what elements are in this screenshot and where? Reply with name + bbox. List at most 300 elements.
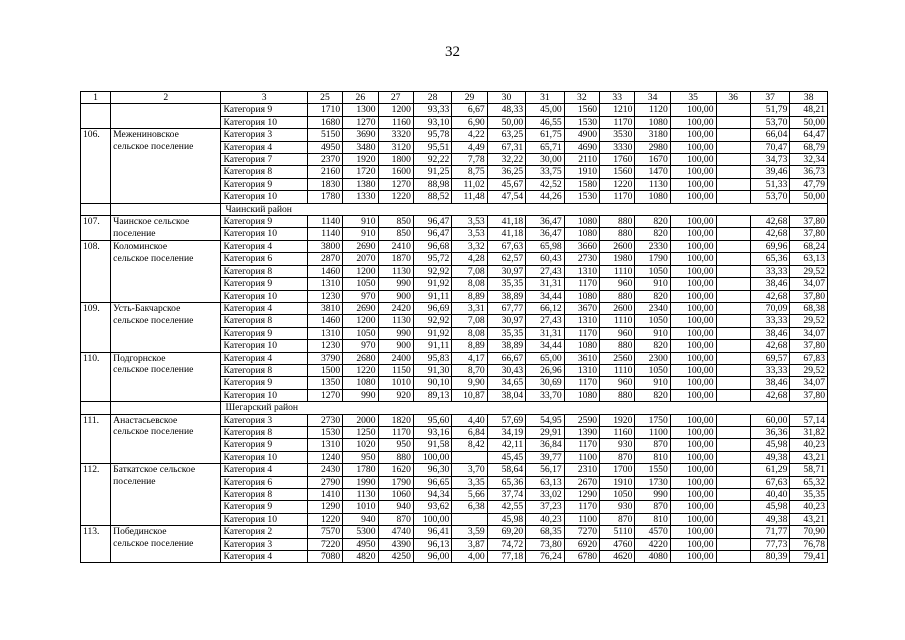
value-cell: [716, 364, 750, 376]
value-cell: 33,70: [526, 389, 564, 401]
value-cell: 940: [343, 513, 378, 525]
row-number: [81, 501, 111, 513]
value-cell: 38,46: [750, 377, 790, 389]
value-cell: 96,69: [413, 302, 451, 314]
value-cell: 90,10: [413, 377, 451, 389]
row-number: [81, 315, 111, 327]
row-number: [81, 290, 111, 302]
value-cell: 67,83: [790, 352, 828, 364]
value-cell: 88,98: [413, 178, 451, 190]
value-cell: 67,63: [487, 240, 525, 252]
value-cell: 870: [600, 451, 635, 463]
value-cell: [716, 464, 750, 476]
value-cell: 45,98: [750, 439, 790, 451]
category-label: Категория 6: [221, 476, 307, 488]
table-row: [81, 501, 828, 513]
value-cell: [716, 178, 750, 190]
value-cell: 4,49: [452, 141, 487, 153]
value-cell: 36,36: [750, 426, 790, 438]
value-cell: 100,00: [670, 476, 716, 488]
value-cell: 51,33: [750, 178, 790, 190]
value-cell: 5,66: [452, 489, 487, 501]
value-cell: 2310: [564, 464, 599, 476]
value-cell: 810: [635, 451, 670, 463]
value-cell: 93,16: [413, 426, 451, 438]
value-cell: 100,00: [670, 265, 716, 277]
value-cell: 100,00: [670, 278, 716, 290]
value-cell: 92,92: [413, 315, 451, 327]
column-header: 38: [790, 92, 828, 104]
value-cell: 1220: [343, 364, 378, 376]
row-number: [81, 154, 111, 166]
value-cell: 34,07: [790, 327, 828, 339]
value-cell: 60,43: [526, 253, 564, 265]
value-cell: 1680: [307, 116, 342, 128]
value-cell: 76,78: [790, 538, 828, 550]
value-cell: 44,26: [526, 191, 564, 203]
table-row: [81, 178, 828, 190]
value-cell: 4,28: [452, 253, 487, 265]
value-cell: 42,68: [750, 340, 790, 352]
value-cell: 91,30: [413, 364, 451, 376]
value-cell: 2690: [343, 240, 378, 252]
value-cell: 880: [600, 340, 635, 352]
settlement-name: [111, 178, 221, 190]
value-cell: 100,00: [670, 464, 716, 476]
value-cell: 41,18: [487, 216, 525, 228]
column-header: 25: [307, 92, 342, 104]
value-cell: 3,35: [452, 476, 487, 488]
value-cell: 100,00: [670, 141, 716, 153]
value-cell: 940: [378, 501, 413, 513]
value-cell: 100,00: [670, 191, 716, 203]
value-cell: 910: [635, 278, 670, 290]
value-cell: 2370: [307, 154, 342, 166]
row-number: [81, 166, 111, 178]
value-cell: 1170: [378, 426, 413, 438]
value-cell: 100,00: [670, 302, 716, 314]
table-row: [81, 364, 828, 376]
row-number: 108.: [81, 240, 111, 252]
value-cell: 39,77: [526, 451, 564, 463]
value-cell: [716, 501, 750, 513]
value-cell: 870: [600, 513, 635, 525]
row-number: [81, 364, 111, 376]
value-cell: 1160: [600, 426, 635, 438]
category-label: Категория 9: [221, 439, 307, 451]
value-cell: 820: [635, 290, 670, 302]
column-header: 26: [343, 92, 378, 104]
value-cell: 61,29: [750, 464, 790, 476]
value-cell: 1080: [635, 116, 670, 128]
value-cell: 850: [378, 216, 413, 228]
value-cell: 34,19: [487, 426, 525, 438]
value-cell: 45,00: [526, 104, 564, 116]
category-label: Категория 8: [221, 364, 307, 376]
row-number: [81, 439, 111, 451]
value-cell: 960: [600, 327, 635, 339]
value-cell: 1170: [600, 191, 635, 203]
value-cell: 1530: [564, 116, 599, 128]
value-cell: 70,47: [750, 141, 790, 153]
value-cell: 65,32: [790, 476, 828, 488]
row-number: 109.: [81, 302, 111, 314]
value-cell: 3610: [564, 352, 599, 364]
value-cell: 1990: [343, 476, 378, 488]
value-cell: 2870: [307, 253, 342, 265]
value-cell: 2690: [343, 302, 378, 314]
value-cell: 43,21: [790, 513, 828, 525]
value-cell: 58,71: [790, 464, 828, 476]
value-cell: 33,75: [526, 166, 564, 178]
value-cell: 2160: [307, 166, 342, 178]
column-header: 37: [750, 92, 790, 104]
value-cell: 7570: [307, 526, 342, 538]
value-cell: 93,10: [413, 116, 451, 128]
value-cell: 900: [378, 290, 413, 302]
value-cell: 79,41: [790, 551, 828, 563]
value-cell: 38,89: [487, 290, 525, 302]
row-number: [81, 389, 111, 401]
value-cell: 1250: [343, 426, 378, 438]
table-row: [81, 389, 828, 401]
value-cell: 7,08: [452, 265, 487, 277]
value-cell: 8,08: [452, 327, 487, 339]
table-row: [81, 141, 828, 153]
value-cell: [716, 315, 750, 327]
value-cell: 100,00: [670, 352, 716, 364]
value-cell: 45,67: [487, 178, 525, 190]
value-cell: 4220: [635, 538, 670, 550]
value-cell: 65,98: [526, 240, 564, 252]
value-cell: 820: [635, 340, 670, 352]
value-cell: 1350: [307, 377, 342, 389]
table-row: [81, 191, 828, 203]
value-cell: 2410: [378, 240, 413, 252]
value-cell: [716, 377, 750, 389]
value-cell: 1530: [564, 191, 599, 203]
column-header: 30: [487, 92, 525, 104]
column-header: 28: [413, 92, 451, 104]
value-cell: 95,83: [413, 352, 451, 364]
value-cell: 970: [343, 340, 378, 352]
value-cell: 5150: [307, 129, 342, 141]
value-cell: 1150: [378, 364, 413, 376]
value-cell: 1130: [378, 265, 413, 277]
settlement-name: сельское поселение: [111, 538, 221, 550]
row-number: 107.: [81, 216, 111, 228]
value-cell: [716, 104, 750, 116]
value-cell: 100,00: [670, 216, 716, 228]
value-cell: 36,25: [487, 166, 525, 178]
value-cell: 3,53: [452, 216, 487, 228]
value-cell: 1100: [635, 426, 670, 438]
value-cell: 76,24: [526, 551, 564, 563]
value-cell: 100,00: [670, 526, 716, 538]
value-cell: 77,18: [487, 551, 525, 563]
value-cell: 41,18: [487, 228, 525, 240]
value-cell: 50,00: [487, 116, 525, 128]
value-cell: 5110: [600, 526, 635, 538]
category-label: Категория 9: [221, 501, 307, 513]
value-cell: 3480: [343, 141, 378, 153]
value-cell: 36,47: [526, 216, 564, 228]
value-cell: 60,00: [750, 414, 790, 426]
value-cell: 1310: [564, 265, 599, 277]
value-cell: 2340: [635, 302, 670, 314]
value-cell: 42,68: [750, 216, 790, 228]
value-cell: 100,00: [670, 228, 716, 240]
table-row: [81, 116, 828, 128]
category-label: Категория 10: [221, 116, 307, 128]
value-cell: 2070: [343, 253, 378, 265]
value-cell: 4620: [600, 551, 635, 563]
category-label: Категория 6: [221, 253, 307, 265]
value-cell: 100,00: [413, 513, 451, 525]
row-number: [81, 191, 111, 203]
value-cell: 1470: [635, 166, 670, 178]
value-cell: 38,46: [750, 278, 790, 290]
value-cell: 2980: [635, 141, 670, 153]
value-cell: 3690: [343, 129, 378, 141]
row-number: [81, 538, 111, 550]
value-cell: 93,33: [413, 104, 451, 116]
value-cell: 1500: [307, 364, 342, 376]
value-cell: 4760: [600, 538, 635, 550]
value-cell: 1230: [307, 340, 342, 352]
category-label: Категория 4: [221, 141, 307, 153]
value-cell: 37,80: [790, 389, 828, 401]
value-cell: 1800: [378, 154, 413, 166]
value-cell: 1050: [635, 364, 670, 376]
row-number: 113.: [81, 526, 111, 538]
value-cell: [716, 538, 750, 550]
value-cell: 43,21: [790, 451, 828, 463]
value-cell: 7220: [307, 538, 342, 550]
category-label: Категория 10: [221, 228, 307, 240]
settlement-name: [111, 116, 221, 128]
category-label: Категория 8: [221, 265, 307, 277]
settlement-name: [111, 166, 221, 178]
category-label: Категория 9: [221, 327, 307, 339]
category-label: Категория 9: [221, 216, 307, 228]
value-cell: 950: [378, 439, 413, 451]
category-label: Категория 10: [221, 451, 307, 463]
value-cell: 820: [635, 228, 670, 240]
value-cell: 2600: [600, 240, 635, 252]
value-cell: 1080: [635, 191, 670, 203]
category-label: Категория 8: [221, 166, 307, 178]
value-cell: 1170: [564, 377, 599, 389]
settlement-name: [111, 551, 221, 563]
value-cell: 910: [635, 327, 670, 339]
table-row: [81, 327, 828, 339]
value-cell: 63,13: [790, 253, 828, 265]
value-cell: 1310: [307, 327, 342, 339]
value-cell: 8,75: [452, 166, 487, 178]
table-row: [81, 451, 828, 463]
value-cell: 100,00: [670, 389, 716, 401]
value-cell: 920: [378, 389, 413, 401]
row-number: [81, 489, 111, 501]
value-cell: 34,65: [487, 377, 525, 389]
value-cell: [716, 240, 750, 252]
district-label: Шегарский район: [221, 402, 828, 414]
district-label: Чаинский район: [221, 203, 828, 215]
value-cell: 96,65: [413, 476, 451, 488]
value-cell: [716, 265, 750, 277]
value-cell: 31,31: [526, 278, 564, 290]
settlement-name: поселение: [111, 476, 221, 488]
value-cell: 1170: [600, 116, 635, 128]
value-cell: 870: [635, 439, 670, 451]
settlement-name: сельское поселение: [111, 364, 221, 376]
value-cell: [716, 389, 750, 401]
value-cell: 1080: [343, 377, 378, 389]
value-cell: 67,31: [487, 141, 525, 153]
value-cell: 4570: [635, 526, 670, 538]
value-cell: 990: [635, 489, 670, 501]
value-cell: 63,13: [526, 476, 564, 488]
value-cell: 27,43: [526, 265, 564, 277]
value-cell: 3120: [378, 141, 413, 153]
value-cell: 54,95: [526, 414, 564, 426]
value-cell: [716, 327, 750, 339]
category-label: Категория 8: [221, 489, 307, 501]
category-label: Категория 10: [221, 191, 307, 203]
table-row: [81, 489, 828, 501]
value-cell: 4250: [378, 551, 413, 563]
value-cell: 1110: [600, 265, 635, 277]
value-cell: 100,00: [670, 364, 716, 376]
value-cell: 93,62: [413, 501, 451, 513]
value-cell: 89,13: [413, 389, 451, 401]
value-cell: 880: [600, 290, 635, 302]
table-row: [81, 154, 828, 166]
settlement-name: [111, 104, 221, 116]
value-cell: [716, 129, 750, 141]
value-cell: 29,52: [790, 315, 828, 327]
value-cell: 870: [635, 501, 670, 513]
value-cell: [716, 340, 750, 352]
value-cell: 42,68: [750, 228, 790, 240]
value-cell: 66,12: [526, 302, 564, 314]
value-cell: 1820: [378, 414, 413, 426]
row-number: 110.: [81, 352, 111, 364]
value-cell: 1080: [564, 340, 599, 352]
value-cell: 34,44: [526, 290, 564, 302]
value-cell: 6920: [564, 538, 599, 550]
value-cell: 2730: [564, 253, 599, 265]
value-cell: 1210: [600, 104, 635, 116]
value-cell: 7080: [307, 551, 342, 563]
value-cell: 35,35: [487, 278, 525, 290]
value-cell: [452, 451, 487, 463]
value-cell: 69,20: [487, 526, 525, 538]
value-cell: 1760: [600, 154, 635, 166]
value-cell: 3,70: [452, 464, 487, 476]
value-cell: 1050: [343, 278, 378, 290]
value-cell: 100,00: [670, 253, 716, 265]
value-cell: 1670: [635, 154, 670, 166]
value-cell: 100,00: [413, 451, 451, 463]
value-cell: 1230: [307, 290, 342, 302]
value-cell: [716, 141, 750, 153]
value-cell: 2670: [564, 476, 599, 488]
row-number: [81, 141, 111, 153]
table-row: [81, 129, 828, 141]
value-cell: 29,91: [526, 426, 564, 438]
value-cell: 3,59: [452, 526, 487, 538]
value-cell: 100,00: [670, 290, 716, 302]
value-cell: [716, 439, 750, 451]
value-cell: [716, 116, 750, 128]
value-cell: 66,04: [750, 129, 790, 141]
value-cell: 1750: [635, 414, 670, 426]
value-cell: 30,69: [526, 377, 564, 389]
value-cell: 49,38: [750, 513, 790, 525]
category-label: Категория 4: [221, 464, 307, 476]
table-row: [81, 513, 828, 525]
value-cell: 40,23: [790, 439, 828, 451]
value-cell: 57,14: [790, 414, 828, 426]
value-cell: 4820: [343, 551, 378, 563]
value-cell: 1220: [378, 191, 413, 203]
value-cell: 880: [378, 451, 413, 463]
value-cell: 38,46: [750, 327, 790, 339]
value-cell: 2680: [343, 352, 378, 364]
value-cell: 61,75: [526, 129, 564, 141]
value-cell: 1200: [343, 315, 378, 327]
value-cell: 49,38: [750, 451, 790, 463]
page-number: 32: [445, 44, 460, 60]
value-cell: 53,70: [750, 191, 790, 203]
category-label: Категория 8: [221, 426, 307, 438]
value-cell: 40,23: [526, 513, 564, 525]
value-cell: [716, 414, 750, 426]
value-cell: 7,78: [452, 154, 487, 166]
category-label: Категория 4: [221, 302, 307, 314]
settlement-name: Подгорнское: [111, 352, 221, 364]
value-cell: 1290: [307, 501, 342, 513]
header-row: [81, 92, 828, 104]
value-cell: 33,33: [750, 315, 790, 327]
value-cell: 100,00: [670, 489, 716, 501]
value-cell: 37,80: [790, 340, 828, 352]
settlement-name: [111, 489, 221, 501]
value-cell: 990: [378, 278, 413, 290]
settlement-name: [111, 439, 221, 451]
value-cell: 1870: [378, 253, 413, 265]
table-cell: [111, 203, 221, 215]
value-cell: 100,00: [670, 327, 716, 339]
value-cell: 65,36: [750, 253, 790, 265]
value-cell: 8,08: [452, 278, 487, 290]
value-cell: 1050: [635, 315, 670, 327]
table-row: [81, 352, 828, 364]
value-cell: 1270: [307, 389, 342, 401]
table-row: [81, 240, 828, 252]
value-cell: 2790: [307, 476, 342, 488]
value-cell: [716, 513, 750, 525]
value-cell: 62,57: [487, 253, 525, 265]
category-label: Категория 3: [221, 538, 307, 550]
value-cell: 1200: [378, 104, 413, 116]
value-cell: 37,23: [526, 501, 564, 513]
category-label: Категория 7: [221, 154, 307, 166]
category-label: Категория 4: [221, 352, 307, 364]
value-cell: 47,54: [487, 191, 525, 203]
